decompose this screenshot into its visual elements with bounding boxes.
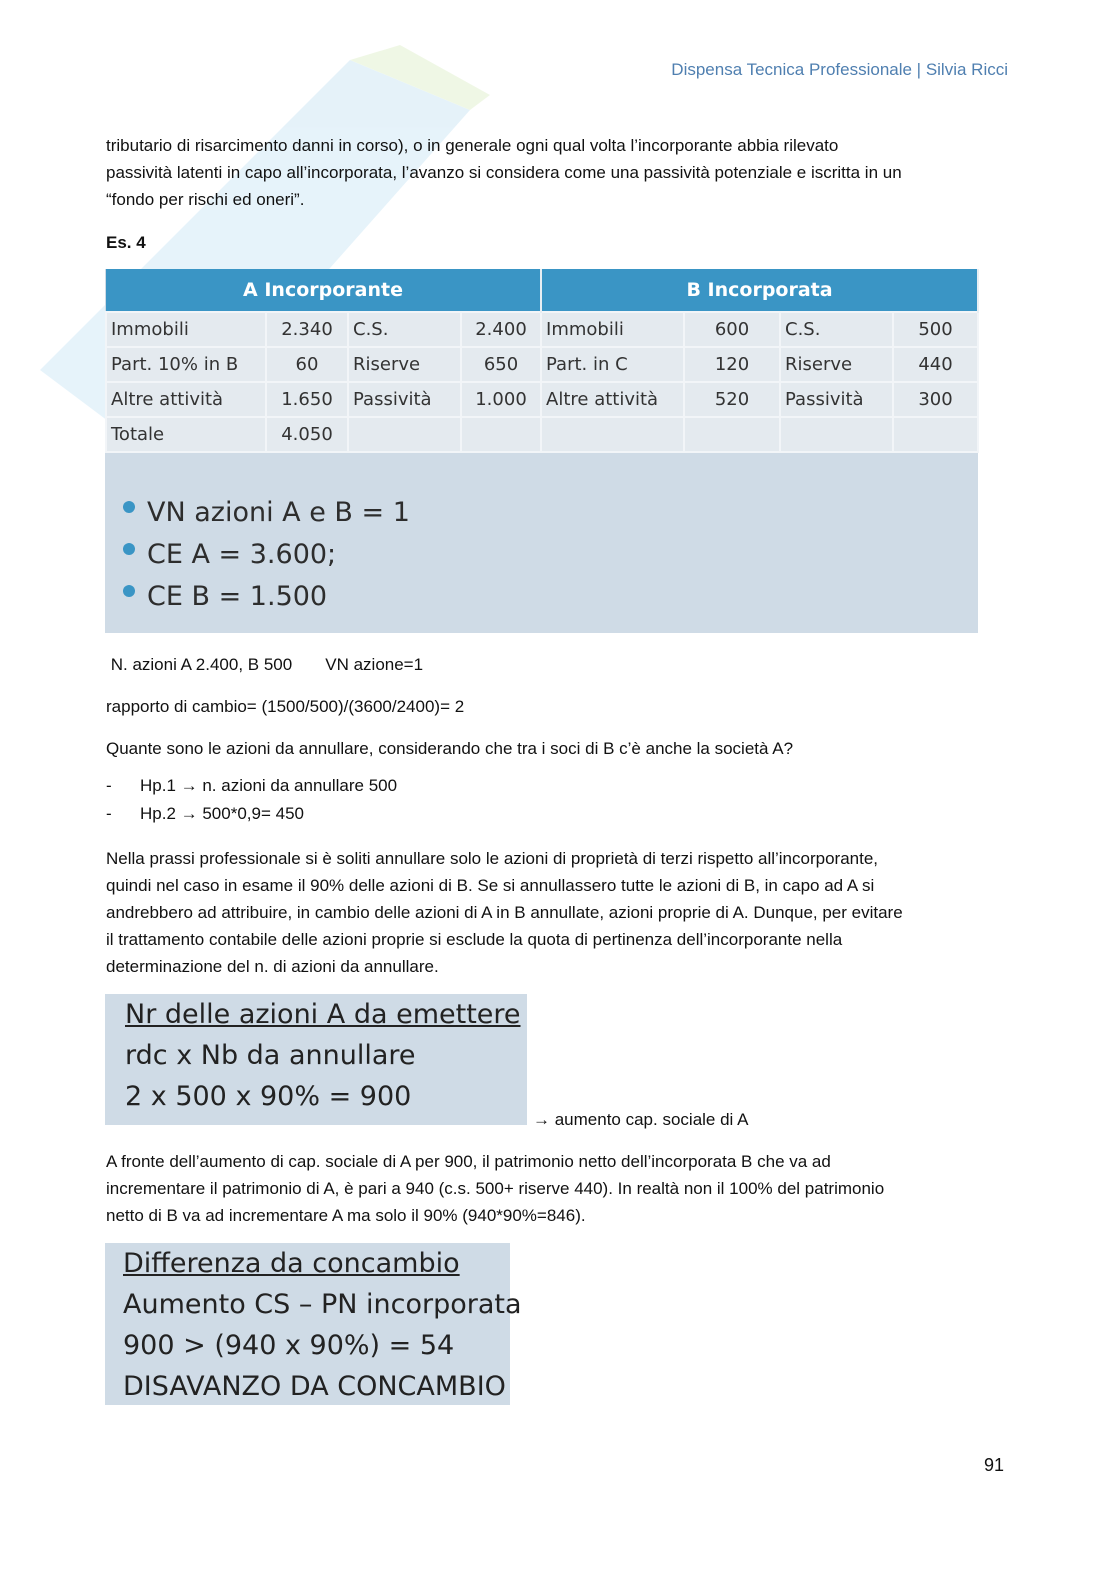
shares-line: N. azioni A 2.400, B 500 VN azione=1: [106, 655, 424, 674]
table-row: Part. 10% in B 60 Riserve 650 Part. in C 120 Riserve 440: [106, 347, 978, 382]
bullet-dot-icon: [123, 585, 135, 597]
exchange-difference-box: Differenza da concambio Aumento CS – PN incorporata 900 > (940 x 90%) = 54 DISAVANZO DA CONCAMBIO: [105, 1243, 510, 1405]
table-row: Totale 4.050: [106, 417, 978, 452]
page-number: 91: [983, 1455, 1004, 1475]
intro-paragraph: tributario di risarcimento danni in corso), o in generale ogni qual volta l’incorporante abbia rilevato passività latenti in capo all’incorporata, l’avanzo si considera come una passività potenziale e iscritta in un “fondo per rischi ed oneri”.: [106, 136, 902, 209]
question-line: Quante sono le azioni da annullare, considerando che tra i soci di B c’è anche la società A?: [106, 739, 794, 758]
table-row: Altre attività 1.650 Passività 1.000 Altre attività 520 Passività 300: [106, 382, 978, 417]
bullet-list: [123, 491, 410, 617]
balance-table: [105, 269, 979, 453]
shares-to-issue-box: Nr delle azioni A da emettere rdc x Nb da annullare 2 x 500 x 90% = 900: [105, 994, 527, 1125]
example-label: Es. 4: [106, 233, 146, 252]
hypothesis-item: - Hp.1 → n. azioni da annullare 500: [106, 776, 398, 795]
hypothesis-item: - Hp.2 → 500*0,9= 450: [106, 804, 304, 823]
balance-sheet-figure: [105, 269, 978, 633]
bullet-item: CE B = 1.500: [123, 575, 410, 617]
bullet-item: CE A = 3.600;: [123, 533, 410, 575]
table-row: Immobili 2.340 C.S. 2.400 Immobili 600 C.S. 500: [106, 312, 978, 347]
header-b-incorporata: B Incorporata: [541, 269, 978, 312]
bullet-dot-icon: [123, 501, 135, 513]
capital-increase-note: → aumento cap. sociale di A: [533, 1110, 749, 1129]
header-a-incorporante: A Incorporante: [106, 269, 541, 312]
page-header: Dispensa Tecnica Professionale | Silvia Ricci: [671, 60, 1008, 79]
bullet-dot-icon: [123, 543, 135, 555]
fronte-paragraph: A fronte dell’aumento di cap. sociale di A per 900, il patrimonio netto dell’incorporata B che va ad incrementare il patrimonio di A, è pari a 940 (c.s. 500+ riserve 440). In realtà non il 100% del patrimonio netto di B va ad incrementare A ma solo il 90% (940*90%=846).: [106, 1152, 885, 1225]
exchange-ratio-line: rapporto di cambio= (1500/500)/(3600/2400)= 2: [106, 697, 465, 716]
prassi-paragraph: Nella prassi professionale si è soliti annullare solo le azioni di proprietà di terzi rispetto all’incorporante, quindi nel caso in esame il 90% delle azioni di B. Se si annullassero tutte le azioni di B, in capo ad A si andrebbero ad attribuire, in cambio delle azioni di A in B annullate, azioni proprie di A. Dunque, per evitare il trattamento contabile delle azioni proprie si esclude la quota di pertinenza dell’incorporante nella determinazione del n. di azioni da annullare.: [106, 849, 903, 976]
bullet-item: VN azioni A e B = 1: [123, 491, 410, 533]
